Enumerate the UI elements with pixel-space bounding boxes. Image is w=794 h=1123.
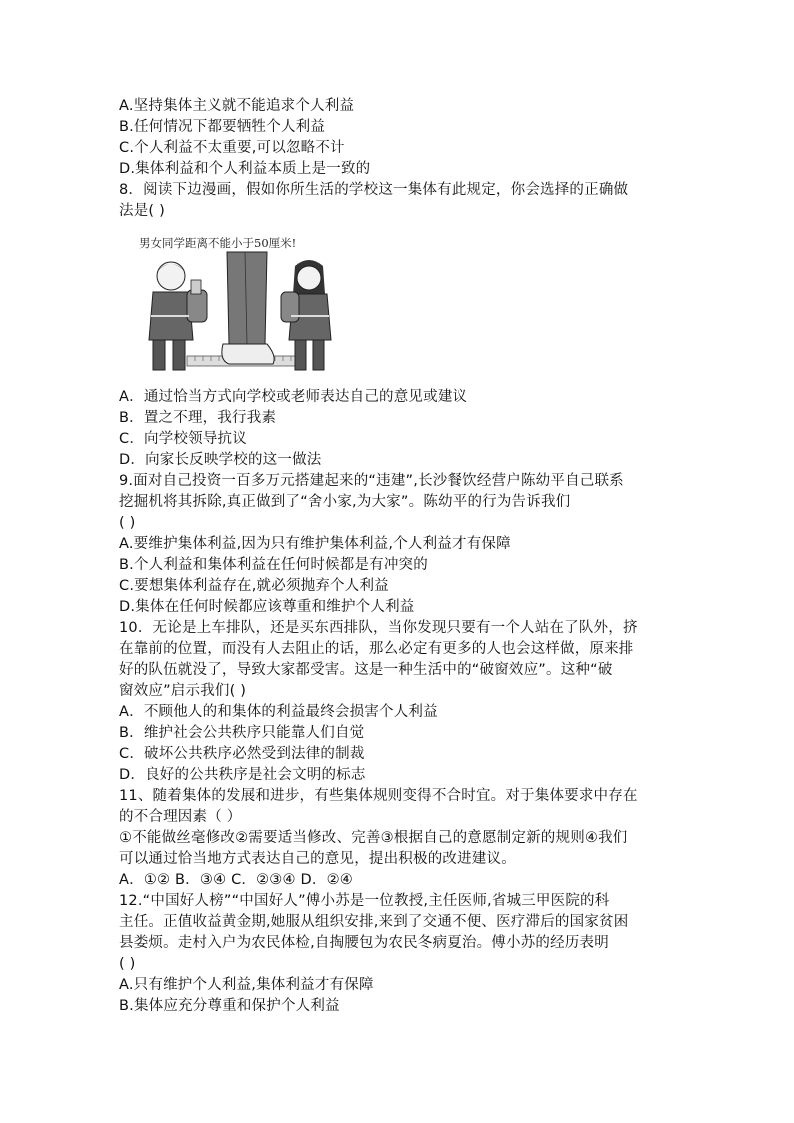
q10-stem-line1: 10．无论是上车排队，还是买东西排队，当你发现只要有一个人站在了队外，挤 — [119, 620, 638, 636]
q10-option-a: A．不顾他人的和集体的利益最终会损害个人利益 — [119, 704, 438, 720]
q7-option-b: B.任何情况下都要牺牲个人利益 — [119, 119, 326, 135]
giant-foot-shape — [222, 344, 274, 364]
q10-option-c: C．破坏公共秩序必然受到法律的制裁 — [119, 746, 365, 762]
q9-option-c: C.要想集体利益存在,就必须抛弃个人利益 — [119, 578, 389, 594]
q11-stem-line1: 11、随着集体的发展和进步，有些集体规则变得不合时宜。对于集体要求中存在 — [119, 788, 638, 804]
q12-option-b: B.集体应充分尊重和保护个人利益 — [119, 998, 340, 1014]
q7-option-d: D.集体利益和个人利益本质上是一致的 — [119, 161, 371, 177]
q10-stem-line3: 好的队伍就没了，导致大家都受害。这是一种生活中的“破窗效应”。这种“破 — [119, 662, 613, 678]
q7-option-c: C.个人利益不太重要,可以忽略不计 — [119, 140, 345, 156]
q11-options: A．①② B．③④ C．②③④ D．②④ — [119, 872, 353, 888]
cartoon-caption: 男女同学距离不能小于50厘米! — [139, 236, 297, 250]
q9-option-b: B.个人利益和集体利益在任何时候都是有冲突的 — [119, 557, 428, 573]
q9-stem-line2: 挖掘机将其拆除,真正做到了“舍小家,为大家”。陈幼平的行为告诉我们 — [119, 494, 571, 510]
q9-option-a: A.要维护集体利益,因为只有维护集体利益,个人利益才有保障 — [119, 536, 511, 552]
q7-option-a: A.坚持集体主义就不能追求个人利益 — [119, 98, 355, 114]
girl-figure — [281, 260, 331, 370]
q12-stem-line1: 12.“中国好人榜”“中国好人”傅小苏是一位教授,主任医师,省城三甲医院的科 — [119, 893, 610, 909]
q10-stem-line4: 窗效应”启示我们( ) — [119, 683, 247, 699]
q8-option-c: C．向学校领导抗议 — [119, 431, 247, 447]
q12-stem-line4: ( ) — [119, 956, 136, 972]
q9-option-d: D.集体在任何时候都应该尊重和维护个人利益 — [119, 599, 415, 615]
boy-figure — [149, 262, 207, 370]
q9-stem-line3: ( ) — [119, 515, 136, 531]
q11-stem-line2: 的不合理因素（ ） — [119, 809, 242, 825]
q8-option-a: A．通过恰当方式向学校或老师表达自己的意见或建议 — [119, 389, 468, 405]
q11-statements-line2: 可以通过恰当地方式表达自己的意见，提出积极的改进建议。 — [119, 851, 516, 867]
q12-option-a: A.只有维护个人利益,集体利益才有保障 — [119, 977, 374, 993]
q8-stem-line2: 法是( ) — [119, 203, 165, 219]
q10-option-d: D．良好的公共秩序是社会文明的标志 — [119, 767, 366, 783]
cartoon-image — [127, 232, 352, 380]
q8-stem-line1: 8．阅读下边漫画，假如你所生活的学校这一集体有此规定，你会选择的正确做 — [119, 182, 629, 198]
q11-statements-line1: ①不能做丝毫修改②需要适当修改、完善③根据自己的意愿制定新的规则④我们 — [119, 830, 628, 846]
q10-stem-line2: 在靠前的位置，而没有人去阻止的话，那么必定有更多的人也会这样做，原来排 — [119, 641, 634, 657]
q12-stem-line2: 主任。正值收益黄金期,她服从组织安排,来到了交通不便、医疗滞后的国家贫困 — [119, 914, 629, 930]
q9-stem-line1: 9.面对自己投资一百多万元搭建起来的“违建”,长沙餐饮经营户陈幼平自己联系 — [119, 473, 624, 489]
q8-option-b: B．置之不理，我行我素 — [119, 410, 277, 426]
q8-option-d: D．向家长反映学校的这一做法 — [119, 452, 322, 468]
q10-option-b: B．维护社会公共秩序只能靠人们自觉 — [119, 725, 365, 741]
q12-stem-line3: 县娄烦。走村入户为农民体检,自掏腰包为农民冬病夏治。傅小苏的经历表明 — [119, 935, 609, 951]
